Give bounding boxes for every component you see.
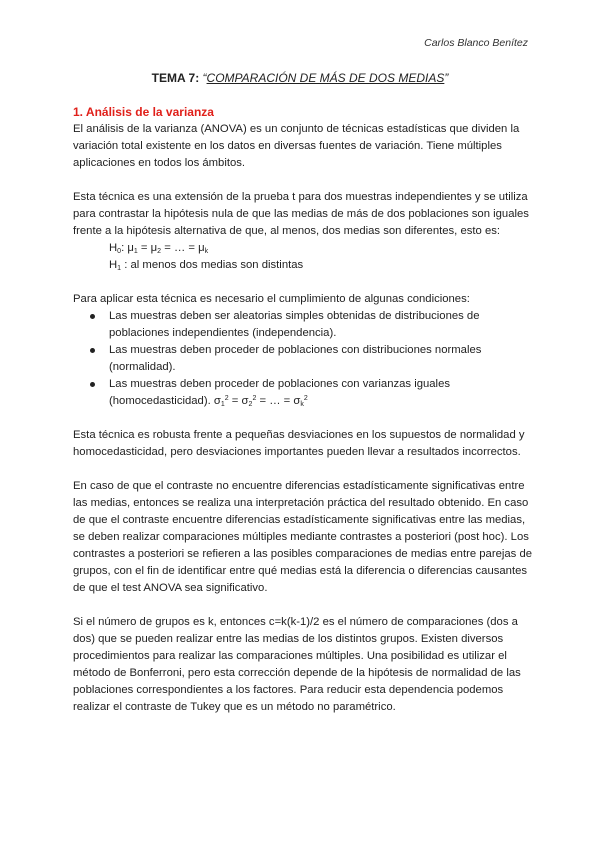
alternative-hypothesis: $H_1$ : al menos dos medias son distintas (109, 259, 304, 272)
title-prefix: TEMA 7: (151, 71, 200, 85)
bullet-icon (90, 382, 95, 387)
paragraph-intro: El análisis de la varianza (ANOVA) es un conjunto de técnicas estadísticas que dividen la variación total existente en los datos en diversas fuentes de variación. Tiene múltiples aplicaciones en todos los ámbitos. (73, 123, 520, 169)
section-heading: 1. Análisis de la varianza (73, 105, 214, 119)
paragraph-extension: Esta técnica es una extensión de la prueba t para dos muestras independientes y se utiliza para contrastar la hipótesis nula de que las medias de más de dos poblaciones son iguales frente a la hipótesis alternativa de que, al menos, dos medias son diferentes, esto es: (73, 191, 529, 237)
title-quote-open: “ (199, 71, 207, 85)
title-text: COMPARACIÓN DE MÁS DE DOS MEDIAS (206, 71, 445, 85)
document-body (73, 104, 535, 716)
list-item: Las muestras deben proceder de poblaciones con varianzas iguales (homocedasticidad). $\sigma_1^2 = \sigma_2^2$ = … = $\sigma_k^2$ (73, 376, 535, 410)
title-quote-close: ” (444, 71, 449, 85)
variance-formula: $\sigma_1^2 = \sigma_2^2$ = … = $\sigma_k^2$ (213, 395, 308, 408)
list-item: Las muestras deben ser aleatorias simples obtenidas de distribuciones de poblaciones independientes (independencia). (73, 308, 535, 342)
paragraph-posthoc: En caso de que el contraste no encuentre diferencias estadísticamente significativas entre las medias, entonces se realiza una interpretación práctica del resultado obtenido. En caso de que el contraste encuentre diferencias estadísticamente significativas entre las medias, se deben realizar comparaciones múltiples mediante contrastes a posteriori (post hoc). Los contrastes a posteriori se refieren a las posibles comparaciones de medias entre parejas de grupos, con el fin de identificar entre qué medias está la diferencia o diferencias causantes de que el test ANOVA sea significativo. (73, 480, 533, 594)
null-hypothesis: $H_0$: $\mu_1 = \mu_2$ = … = $\mu_k$ (109, 242, 209, 255)
bullet-icon (90, 314, 95, 319)
list-item: Las muestras deben proceder de poblaciones con distribuciones normales (normalidad). (73, 342, 535, 376)
page-title (0, 71, 600, 85)
paragraph-conditions-intro: Para aplicar esta técnica es necesario el cumplimiento de algunas condiciones: (73, 293, 470, 305)
conditions-list (73, 308, 535, 410)
paragraph-comparisons: Si el número de grupos es k, entonces c=k(k-1)/2 es el número de comparaciones (dos a dos) que se pueden realizar entre las medias de los distintos grupos. Existen diversos procedimientos para realizar las comparaciones múltiples. Una posibilidad es utilizar el método de Bonferroni, pero esta corrección depende de la hipótesis de normalidad de las poblaciones correspondientes a los factores. Para reducir esta dependencia podemos realizar el contraste de Tukey que es un método no paramétrico. (73, 616, 521, 713)
bullet-icon (90, 348, 95, 353)
author-name: Carlos Blanco Benítez (424, 37, 528, 49)
paragraph-robust: Esta técnica es robusta frente a pequeñas desviaciones en los supuestos de normalidad y homocedasticidad, pero desviaciones importantes pueden llevar a resultados incorrectos. (73, 429, 525, 458)
